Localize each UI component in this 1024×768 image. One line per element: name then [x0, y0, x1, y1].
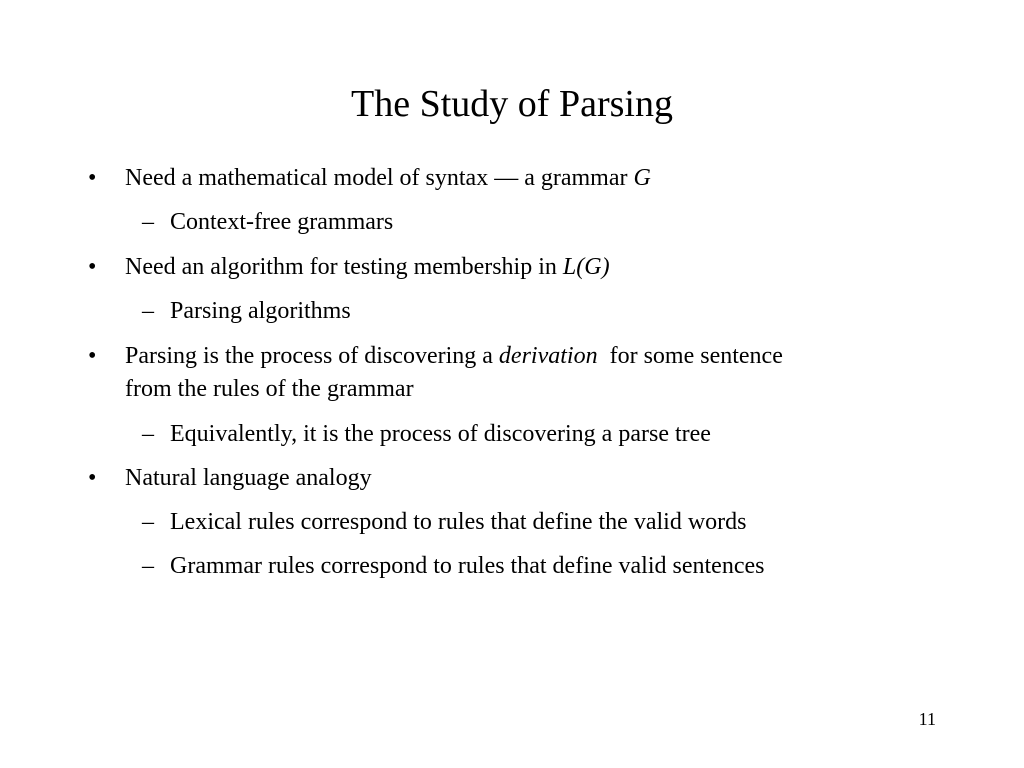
bullet-text [125, 163, 651, 193]
page-number: 11 [918, 709, 936, 729]
sub-bullet-text: Grammar rules correspond to rules that define valid sentences [170, 553, 765, 579]
sub-bullet-dash: – [142, 209, 154, 235]
bullet-text-plain: Need a mathematical model of syntax — a grammar [125, 165, 634, 191]
sub-bullet-dash: – [142, 553, 154, 579]
slide-title: The Study of Parsing [351, 83, 673, 125]
bullet-text-italic: L(G) [562, 254, 610, 280]
bullet-text-italic: G [633, 165, 651, 191]
sub-bullet-text: Equivalently, it is the process of discovering a parse tree [170, 421, 711, 447]
sub-bullet-text: Context-free grammars [170, 209, 394, 235]
bullet-text [125, 252, 610, 282]
bullet-text-plain: Parsing is the process of discovering a [125, 343, 499, 369]
bullet-dot: • [88, 465, 97, 491]
bullet-dot: • [88, 343, 97, 369]
bullet-text [125, 341, 783, 371]
bullet-text-plain: for some sentence [597, 343, 783, 369]
sub-bullet-text: Parsing algorithms [170, 298, 351, 324]
bullet-text-plain: Need an algorithm for testing membership in [125, 254, 563, 280]
bullet-dot: • [88, 165, 97, 191]
sub-bullet-dash: – [142, 298, 154, 324]
bullet-text: Natural language analogy [125, 465, 372, 491]
sub-bullet-dash: – [142, 421, 154, 447]
bullet-text-line2: from the rules of the grammar [125, 376, 414, 402]
bullet-text-italic: derivation [498, 343, 598, 369]
sub-bullet-text: Lexical rules correspond to rules that define the valid words [170, 509, 747, 535]
sub-bullet-dash: – [142, 509, 154, 535]
bullet-dot: • [88, 254, 97, 280]
